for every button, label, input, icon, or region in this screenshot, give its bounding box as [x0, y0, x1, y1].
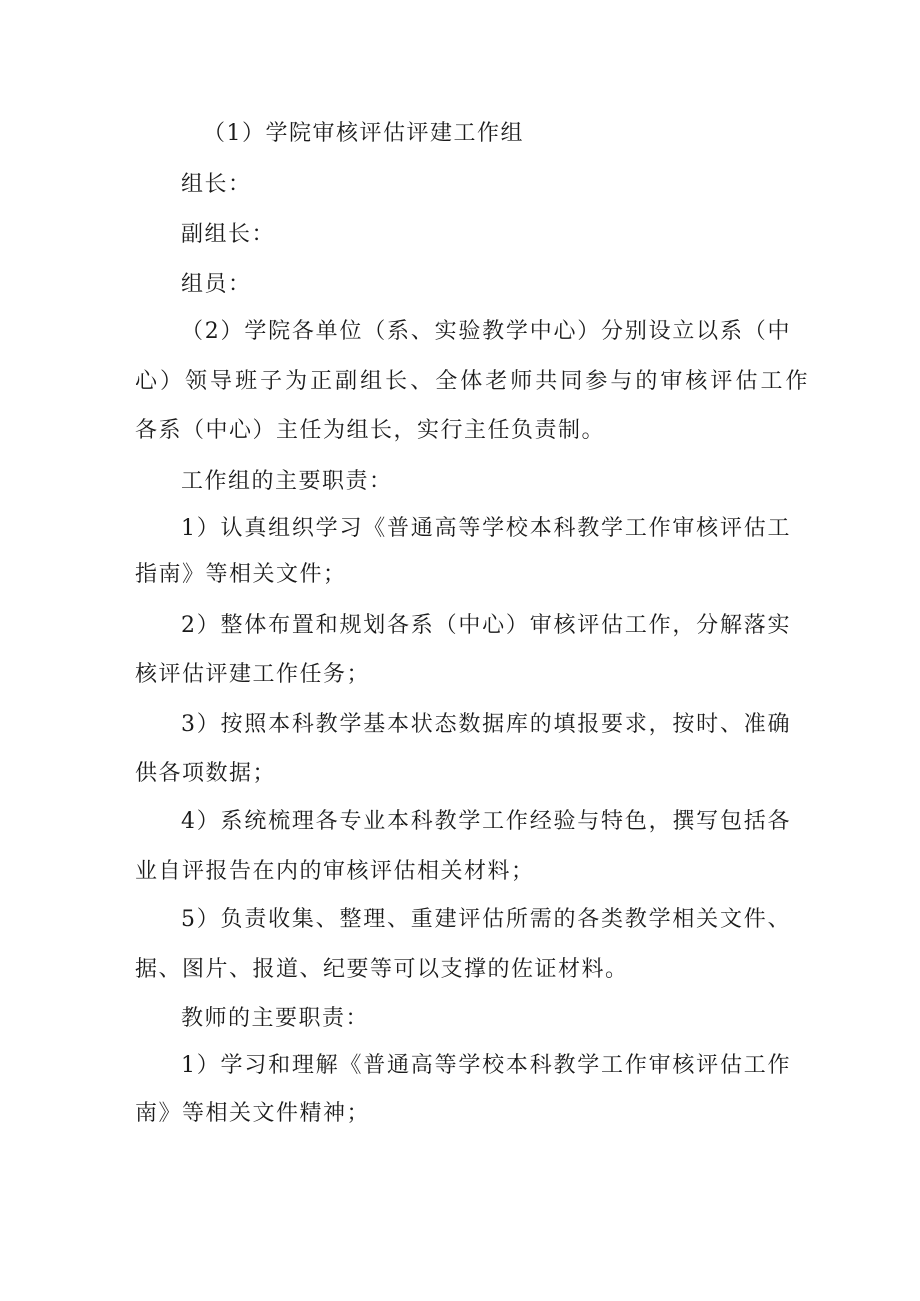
group-duty-2-line-2: 核评估评建工作任务；	[135, 662, 371, 687]
teacher-duties-heading: 教师的主要职责：	[181, 1006, 370, 1031]
group-duty-3-line-2: 供各项数据；	[135, 761, 277, 786]
paragraph-2-line-3: 各系（中心）主任为组长，实行主任负责制。	[135, 418, 606, 443]
group-duty-4-line-1: 4）系统梳理各专业本科教学工作经验与特色，撰写包括各	[181, 809, 791, 834]
group-duty-4-line-2: 业自评报告在内的审核评估相关材料；	[135, 859, 535, 884]
group-duty-3-line-1: 3）按照本科教学基本状态数据库的填报要求，按时、准确	[181, 712, 791, 737]
leader-line: 组长：	[181, 172, 252, 197]
heading-1-working-group: （1）学院审核评估评建工作组	[203, 121, 524, 146]
group-duty-1-line-2: 指南》等相关文件；	[135, 562, 347, 587]
group-duty-5-line-1: 5）负责收集、整理、重建评估所需的各类教学相关文件、	[181, 907, 791, 932]
teacher-duty-1-line-2: 南》等相关文件精神；	[135, 1101, 371, 1126]
deputy-leader-line: 副组长：	[181, 222, 276, 247]
paragraph-2-line-1: （2）学院各单位（系、实验教学中心）分别设立以系（中	[181, 319, 791, 344]
group-duties-heading: 工作组的主要职责：	[181, 469, 393, 494]
teacher-duty-1-line-1: 1）学习和理解《普通高等学校本科教学工作审核评估工作	[181, 1053, 791, 1078]
group-duty-5-line-2: 据、图片、报道、纪要等可以支撑的佐证材料。	[135, 957, 629, 982]
paragraph-2-line-2: 心）领导班子为正副组长、全体老师共同参与的审核评估工作	[135, 369, 809, 394]
members-line: 组员：	[181, 272, 252, 297]
group-duty-1-line-1: 1）认真组织学习《普通高等学校本科教学工作审核评估工	[181, 516, 791, 541]
group-duty-2-line-1: 2）整体布置和规划各系（中心）审核评估工作，分解落实	[181, 613, 791, 638]
